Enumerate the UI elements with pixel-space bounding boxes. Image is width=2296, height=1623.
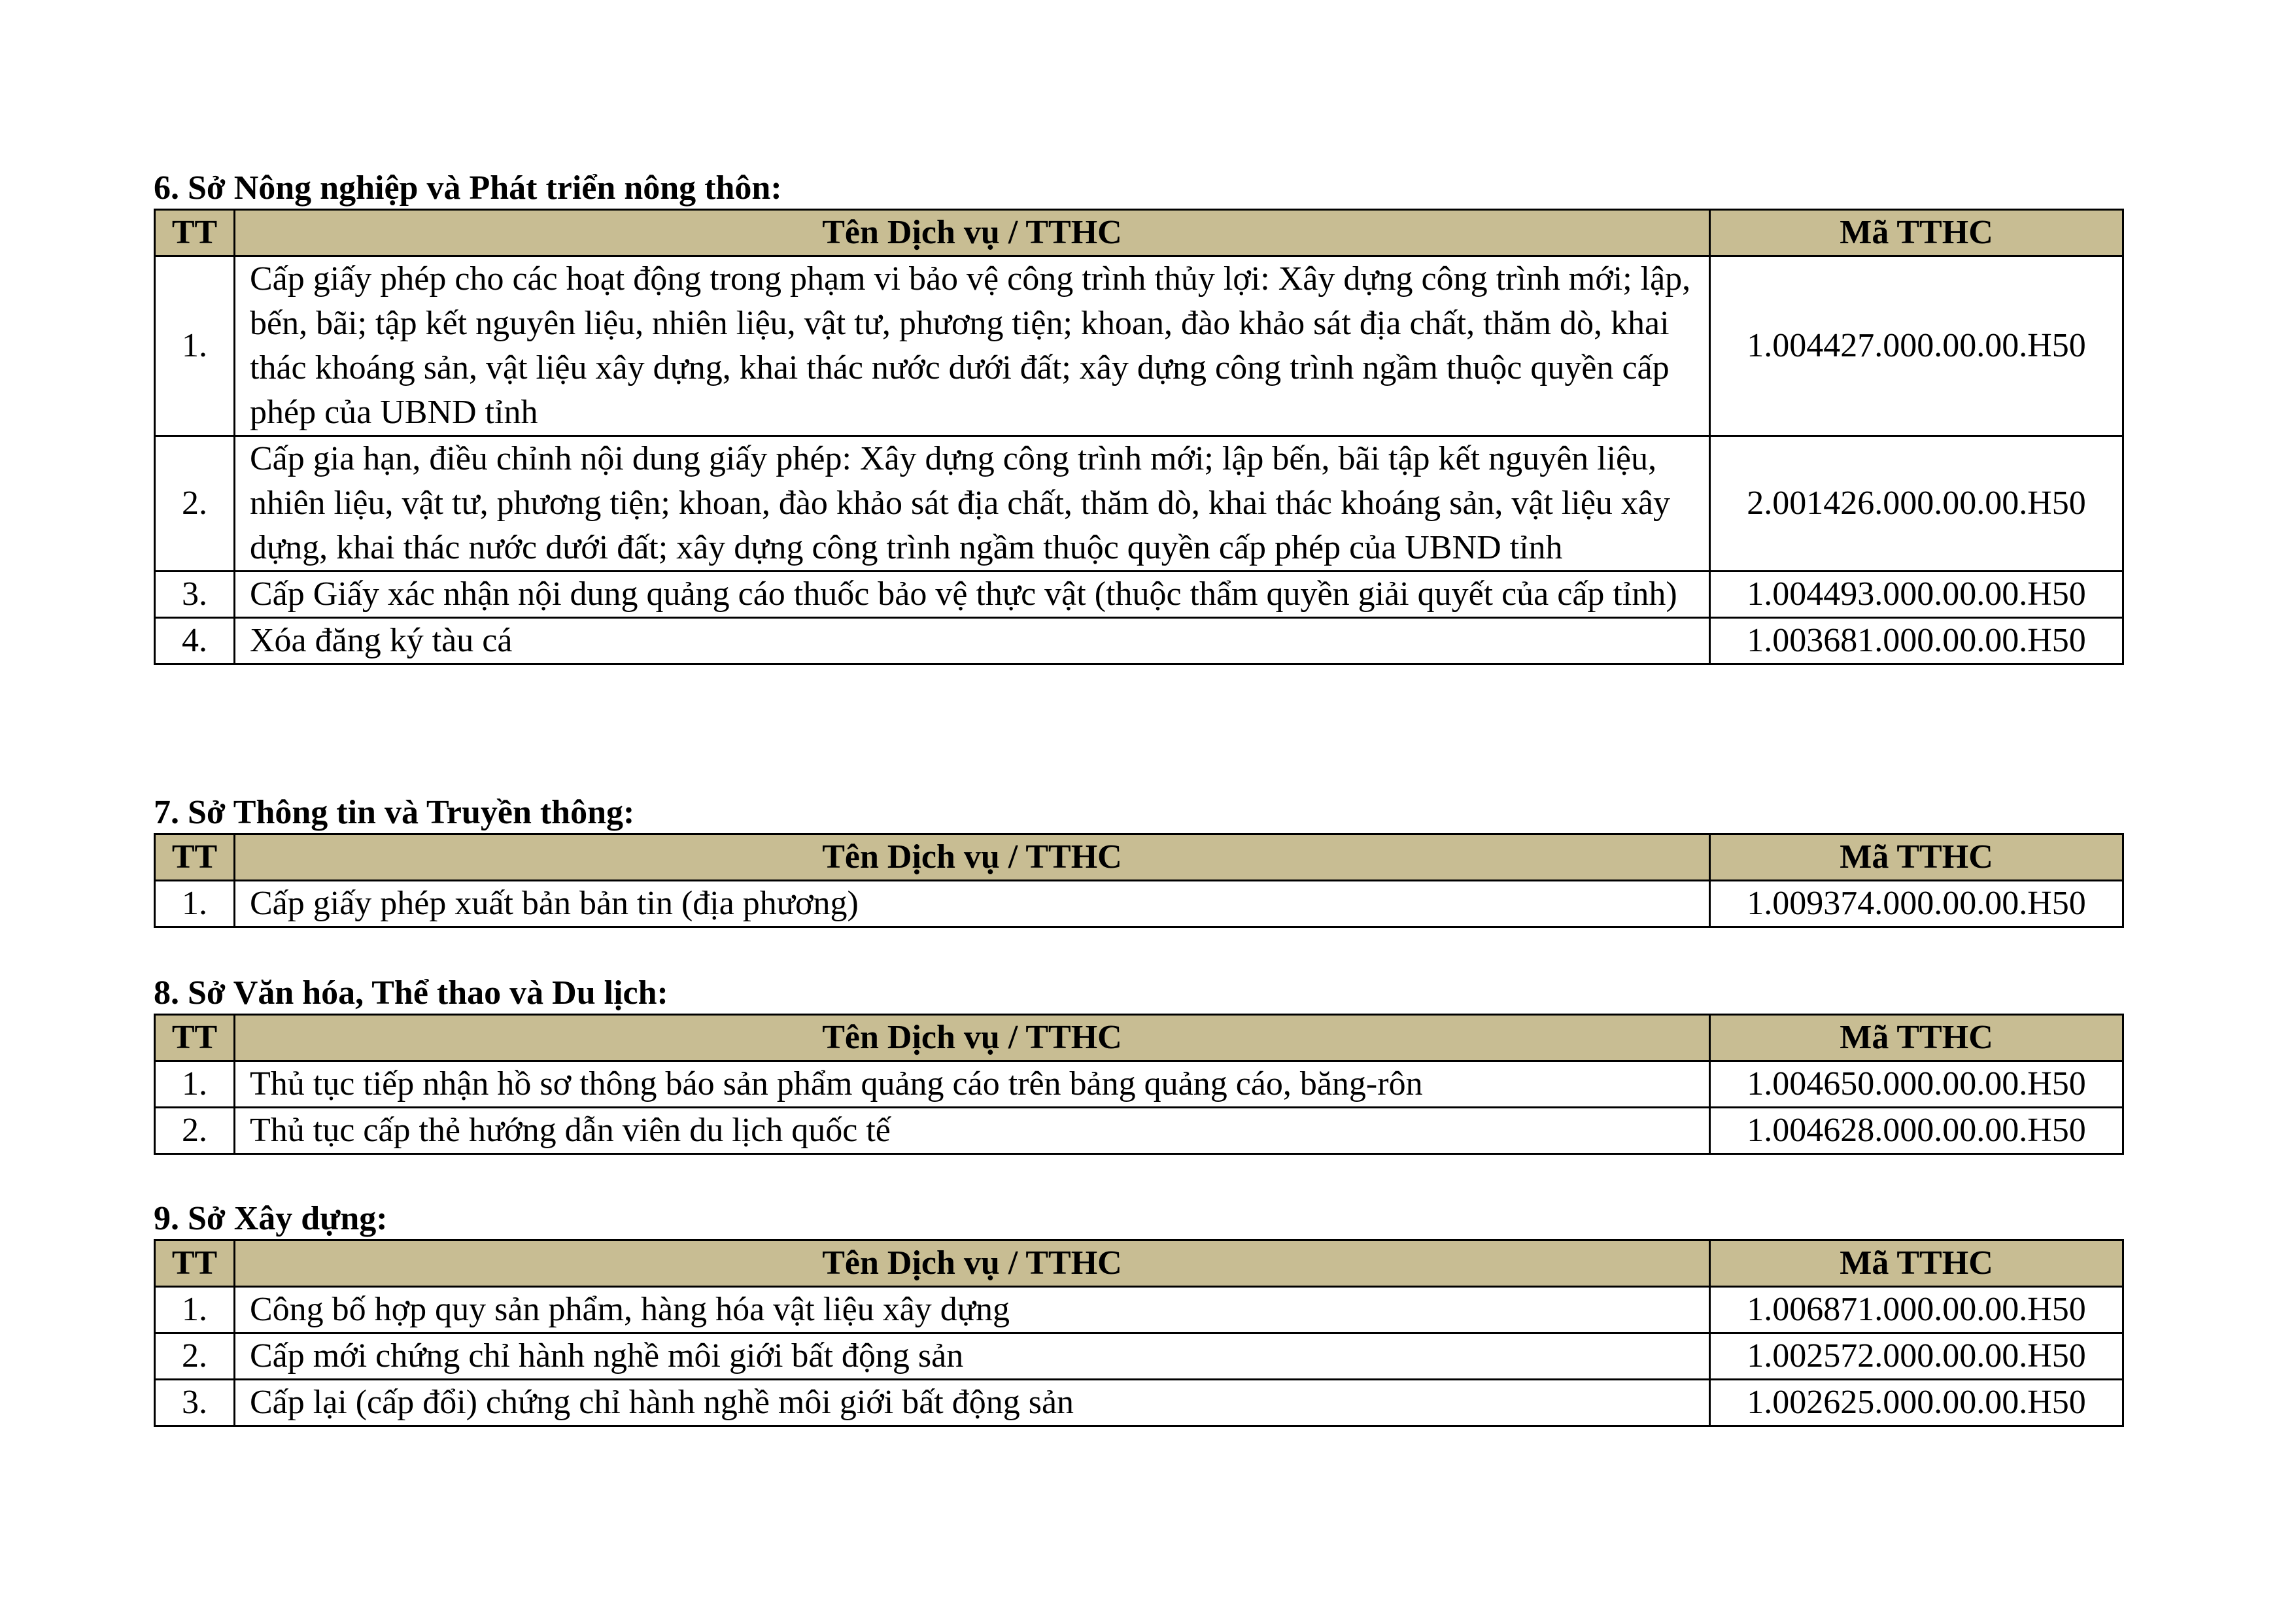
row-number: 3. [155,572,235,618]
procedure-code: 1.004628.000.00.00.H50 [1710,1108,2123,1154]
table-row [155,436,2123,572]
procedure-code: 1.003681.000.00.00.H50 [1710,618,2123,664]
procedure-code: 1.002572.000.00.00.H50 [1710,1333,2123,1380]
row-number: 2. [155,436,235,572]
header-tt: TT [155,210,235,256]
row-number: 2. [155,1333,235,1380]
section-7 [154,793,2122,928]
row-number: 2. [155,1108,235,1154]
table-header-row [155,1240,2123,1287]
row-number: 1. [155,256,235,436]
table-row [155,881,2123,927]
header-name: Tên Dịch vụ / TTHC [235,210,1710,256]
procedure-name: Cấp giấy phép xuất bản bản tin (địa phương) [235,881,1710,927]
row-number: 1. [155,1061,235,1108]
procedure-name: Cấp Giấy xác nhận nội dung quảng cáo thuốc bảo vệ thực vật (thuộc thẩm quyền giải quyết của cấp tỉnh) [235,572,1710,618]
header-code: Mã TTHC [1710,1015,2123,1061]
header-code: Mã TTHC [1710,210,2123,256]
procedure-code: 1.002625.000.00.00.H50 [1710,1380,2123,1426]
procedure-code: 1.004650.000.00.00.H50 [1710,1061,2123,1108]
header-name: Tên Dịch vụ / TTHC [235,834,1710,881]
header-tt: TT [155,1240,235,1287]
header-name: Tên Dịch vụ / TTHC [235,1015,1710,1061]
row-number: 3. [155,1380,235,1426]
procedure-name: Thủ tục cấp thẻ hướng dẫn viên du lịch quốc tế [235,1108,1710,1154]
procedure-code: 1.004427.000.00.00.H50 [1710,256,2123,436]
table-row [155,572,2123,618]
header-tt: TT [155,834,235,881]
section-title: 7. Sở Thông tin và Truyền thông: [154,794,635,831]
procedure-table [154,833,2124,928]
section-title: 9. Sở Xây dựng: [154,1200,388,1237]
table-row [155,618,2123,664]
table-header-row [155,1015,2123,1061]
section-title: 6. Sở Nông nghiệp và Phát triển nông thôn: [154,169,782,207]
procedure-code: 1.004493.000.00.00.H50 [1710,572,2123,618]
section-6 [154,168,2122,665]
table-header-row [155,210,2123,256]
procedure-name: Cấp lại (cấp đổi) chứng chỉ hành nghề môi giới bất động sản [235,1380,1710,1426]
section-title: 8. Sở Văn hóa, Thể thao và Du lịch: [154,974,668,1012]
procedure-code: 1.006871.000.00.00.H50 [1710,1287,2123,1333]
procedure-name: Thủ tục tiếp nhận hồ sơ thông báo sản phẩm quảng cáo trên bảng quảng cáo, băng-rôn [235,1061,1710,1108]
procedure-table [154,209,2124,665]
row-number: 1. [155,1287,235,1333]
header-name: Tên Dịch vụ / TTHC [235,1240,1710,1287]
header-code: Mã TTHC [1710,834,2123,881]
row-number: 4. [155,618,235,664]
section-9 [154,1199,2122,1427]
procedure-table [154,1239,2124,1427]
table-row [155,1061,2123,1108]
procedure-name: Công bố hợp quy sản phẩm, hàng hóa vật liệu xây dựng [235,1287,1710,1333]
table-row [155,1287,2123,1333]
table-header-row [155,834,2123,881]
procedure-name: Cấp mới chứng chỉ hành nghề môi giới bất động sản [235,1333,1710,1380]
row-number: 1. [155,881,235,927]
procedure-name: Cấp gia hạn, điều chỉnh nội dung giấy phép: Xây dựng công trình mới; lập bến, bãi tập kết nguyên liệu, nhiên liệu, vật tư, phương tiện; khoan, đào khảo sát địa chất, thăm dò, khai thác khoáng sản, vật liệu xây dựng, khai thác nước dưới đất; xây dựng công trình ngầm thuộc quyền cấp phép của UBND tỉnh [235,436,1710,572]
header-code: Mã TTHC [1710,1240,2123,1287]
procedure-code: 2.001426.000.00.00.H50 [1710,436,2123,572]
table-row [155,256,2123,436]
procedure-code: 1.009374.000.00.00.H50 [1710,881,2123,927]
header-tt: TT [155,1015,235,1061]
table-row [155,1108,2123,1154]
table-row [155,1380,2123,1426]
procedure-name: Xóa đăng ký tàu cá [235,618,1710,664]
procedure-table [154,1014,2124,1155]
table-row [155,1333,2123,1380]
section-8 [154,973,2122,1155]
procedure-name: Cấp giấy phép cho các hoạt động trong phạm vi bảo vệ công trình thủy lợi: Xây dựng công trình mới; lập, bến, bãi; tập kết nguyên liệu, nhiên liệu, vật tư, phương tiện; khoan, đào khảo sát địa chất, thăm dò, khai thác khoáng sản, vật liệu xây dựng, khai thác nước dưới đất; xây dựng công trình ngầm thuộc quyền cấp phép của UBND tỉnh [235,256,1710,436]
